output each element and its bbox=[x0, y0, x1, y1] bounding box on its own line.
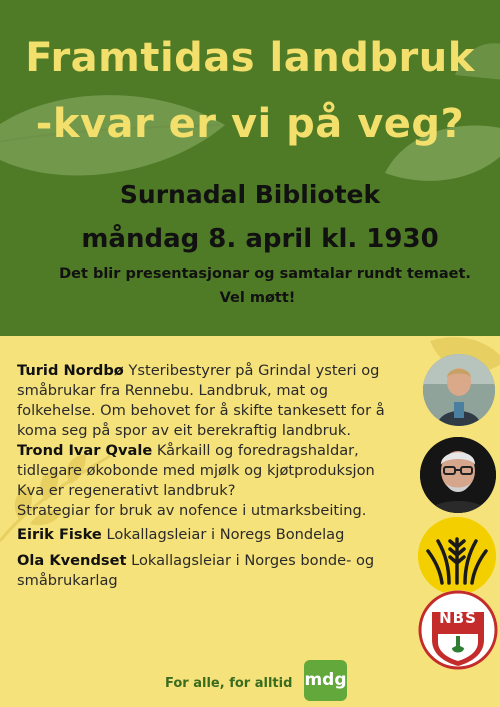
title-line-2: -kvar er vi på veg? bbox=[35, 101, 465, 147]
footer-slogan: For alle, for alltid bbox=[165, 676, 293, 691]
header-section bbox=[0, 0, 500, 336]
speaker-name: Turid Nordbø bbox=[17, 362, 124, 379]
speaker-name: Eirik Fiske bbox=[17, 526, 102, 543]
speaker-1: Turid Nordbø Ysteribestyrer på Grindal ysteri og bbox=[17, 362, 380, 379]
mdg-logo: mdg bbox=[304, 660, 347, 701]
nbs-logo bbox=[418, 590, 498, 670]
wheat-icon bbox=[418, 517, 496, 595]
venue: Surnadal Bibliotek bbox=[119, 180, 381, 209]
speaker-name: Trond Ivar Qvale bbox=[17, 442, 153, 459]
speaker-2: Trond Ivar Qvale Kårkaill og foredragshaldar, bbox=[17, 442, 359, 459]
person-photo-icon bbox=[420, 437, 496, 513]
speaker-name: Ola Kvendset bbox=[17, 552, 127, 569]
title-line-1: Framtidas landbruk bbox=[25, 35, 475, 81]
bondelag-logo bbox=[418, 517, 496, 595]
description: Det blir presentasjonar og samtalar rundt temaet. bbox=[59, 266, 471, 282]
event-date: måndag 8. april kl. 1930 bbox=[81, 224, 439, 254]
speaker-3: Eirik Fiske Lokallagsleiar i Noregs Bondelag bbox=[17, 526, 345, 543]
speaker-photo-trond bbox=[420, 437, 496, 513]
nbs-logo-text: NBS bbox=[439, 609, 477, 627]
person-photo-icon bbox=[423, 354, 495, 426]
speaker-4: Ola Kvendset Lokallagsleiar i Norges bonde- og bbox=[17, 552, 375, 569]
speaker-list: Turid Nordbø Ysteribestyrer på Grindal ysteri og småbrukar fra Rennebu. Landbruk, mat og folkehelse. Om behovet for å skifte tankesett for å koma seg på spor av eit berekraftig landbruk. Trond Ivar Qvale Kårkaill og foredragshaldar, tidlegare økobonde med mjølk og kjøtproduksjon Kva er regenerativt landbruk? Strategiar for bruk av nofence i utmarksbeiting. Eirik Fiske Lokallagsleiar i Noregs Bondelag Ola Kvendset Lokallagsleiar i Norges bonde- og småbrukarlag bbox=[17, 361, 422, 591]
welcome-text: Vel møtt! bbox=[219, 290, 296, 306]
speaker-photo-turid bbox=[423, 354, 495, 426]
